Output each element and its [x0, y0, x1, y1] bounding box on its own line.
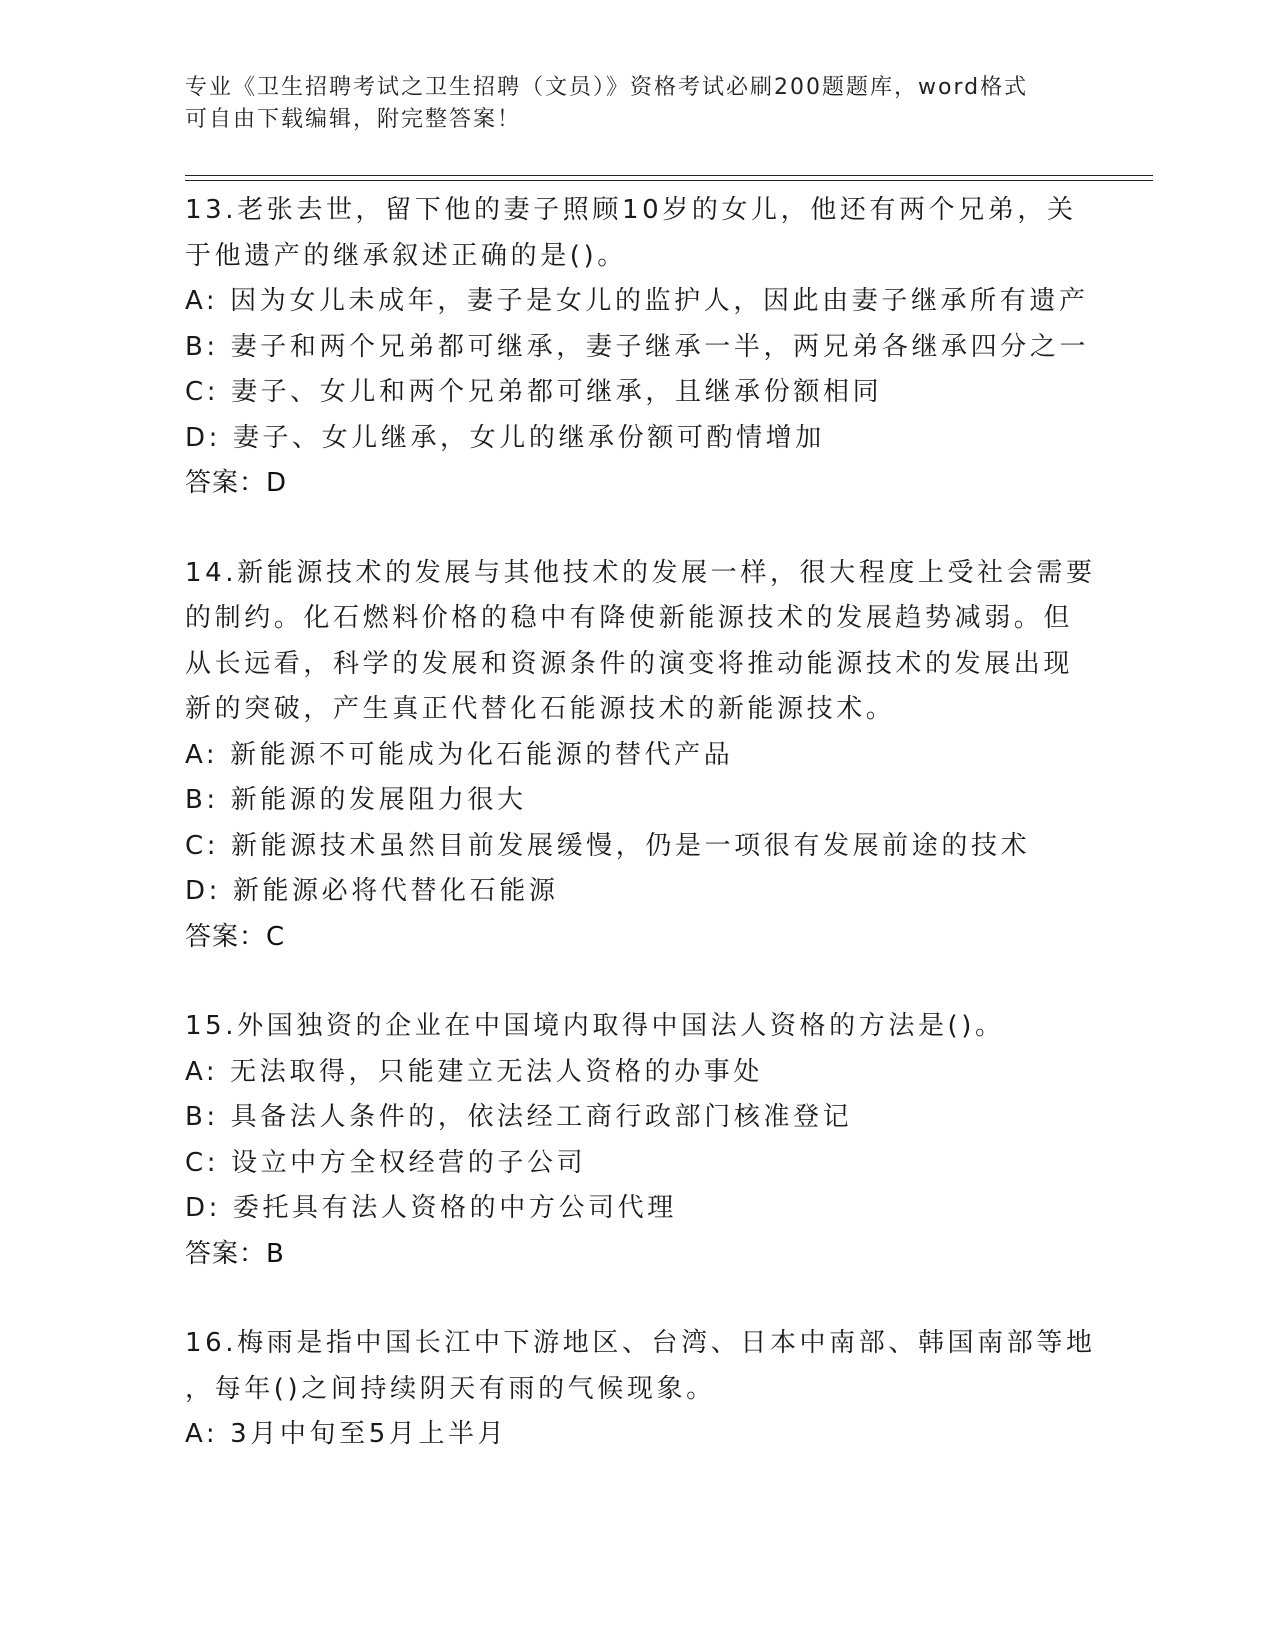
question-stem-line: 从长远看，科学的发展和资源条件的演变将推动能源技术的发展出现 — [185, 648, 1074, 679]
question-13 — [185, 188, 1090, 507]
question-14 — [185, 551, 1096, 961]
header-line-1: 专业《卫生招聘考试之卫生招聘（文员）》资格考试必刷200题题库，word格式 — [185, 75, 1029, 100]
document-header — [185, 72, 1065, 136]
question-stem-line: 于他遗产的继承叙述正确的是()。 — [185, 240, 627, 271]
question-stem-line: 16.梅雨是指中国长江中下游地区、台湾、日本中南部、韩国南部等地 — [185, 1328, 1096, 1358]
option-a: A: 无法取得，只能建立无法人资格的办事处 — [185, 1056, 763, 1087]
question-stem-line: ，每年()之间持续阴天有雨的气候现象。 — [185, 1373, 716, 1404]
option-b: B: 新能源的发展阻力很大 — [185, 785, 527, 815]
question-stem-line: 14.新能源技术的发展与其他技术的发展一样，很大程度上受社会需要 — [185, 557, 1096, 588]
option-a: A: 新能源不可能成为化石能源的替代产品 — [185, 739, 734, 770]
question-15 — [185, 1004, 1065, 1277]
option-c: C: 妻子、女儿和两个兄弟都可继承，且继承份额相同 — [185, 377, 883, 407]
option-a: A: 3月中旬至5月上半月 — [185, 1419, 508, 1449]
question-16 — [185, 1321, 1096, 1458]
option-c: C: 新能源技术虽然目前发展缓慢，仍是一项很有发展前途的技术 — [185, 830, 1031, 861]
question-stem-line: 新的突破，产生真正代替化石能源技术的新能源技术。 — [185, 694, 896, 724]
question-stem-line: 15.外国独资的企业在中国境内取得中国法人资格的方法是()。 — [185, 1011, 1005, 1041]
option-d: D: 新能源必将代替化石能源 — [185, 876, 559, 906]
option-d: D: 委托具有法人资格的中方公司代理 — [185, 1193, 677, 1223]
option-a: A: 因为女儿未成年，妻子是女儿的监护人，因此由妻子继承所有遗产 — [185, 286, 1089, 316]
answer-line: 答案：D — [185, 468, 288, 498]
answer-line: 答案：C — [185, 921, 286, 952]
option-d: D: 妻子、女儿继承，女儿的继承份额可酌情增加 — [185, 422, 825, 453]
question-stem-line: 13.老张去世，留下他的妻子照顾10岁的女儿，他还有两个兄弟，关 — [185, 195, 1077, 225]
question-stem-line: 的制约。化石燃料价格的稳中有降使新能源技术的发展趋势减弱。但 — [185, 603, 1074, 633]
option-c: C: 设立中方全权经营的子公司 — [185, 1147, 587, 1178]
answer-line: 答案：B — [185, 1238, 285, 1269]
header-line-2: 可自由下载编辑，附完整答案！ — [185, 107, 522, 132]
question-list — [185, 188, 1096, 1502]
header-divider-top — [185, 175, 1153, 176]
option-b: B: 具备法人条件的，依法经工商行政部门核准登记 — [185, 1102, 853, 1132]
header-divider-bottom — [185, 180, 1153, 181]
option-b: B: 妻子和两个兄弟都可继承，妻子继承一半，两兄弟各继承四分之一 — [185, 331, 1090, 362]
